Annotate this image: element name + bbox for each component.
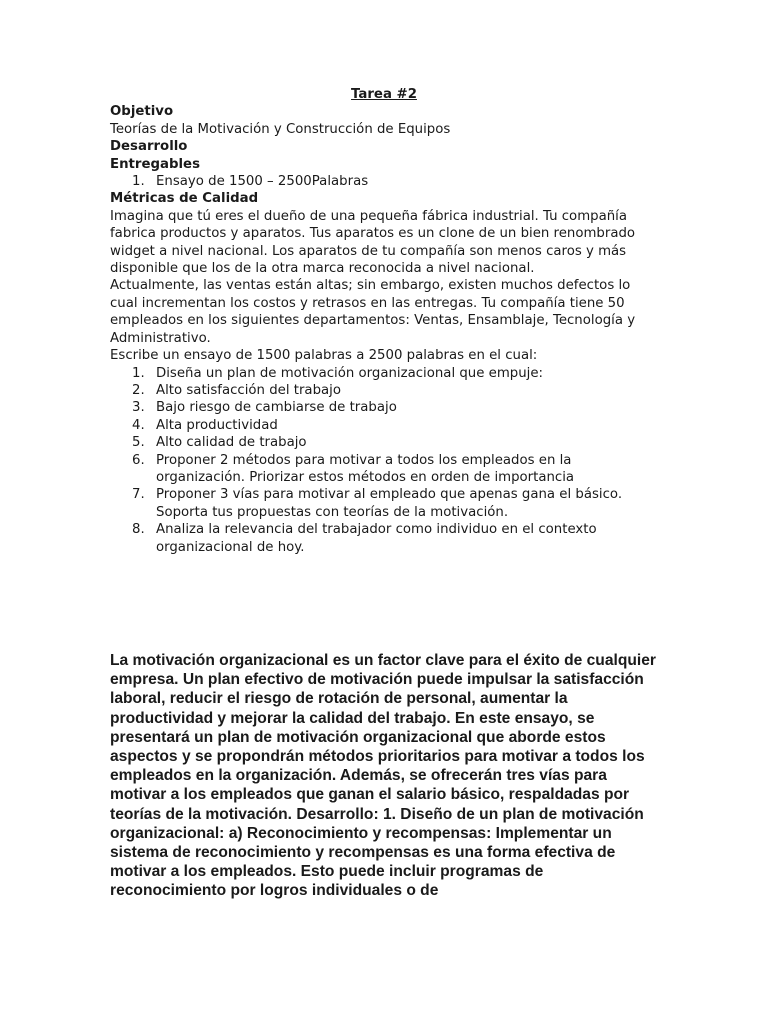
list-number: 5. <box>132 435 145 451</box>
list-item <box>110 399 658 416</box>
list-number: 2. <box>132 382 145 398</box>
tasks-list <box>110 365 658 556</box>
list-number: 7. <box>132 487 145 503</box>
list-text: Alto satisfacción del trabajo <box>156 382 342 398</box>
list-number: 3. <box>132 400 145 416</box>
scenario-paragraph: Imagina que tú eres el dueño de una pequeña fábrica industrial. Tu compañía fabrica productos y aparatos. Tus aparatos es un clone de un bien renombrado widget a nivel nacional. Los aparatos de tu compañía son menos caros y más disponible que los de la otra marca reconocida a nivel nacional. <box>110 208 636 277</box>
quality-heading: Métricas de Calidad <box>110 191 259 207</box>
list-item <box>110 417 658 434</box>
list-item <box>110 173 658 190</box>
objective-heading: Objetivo <box>110 104 174 120</box>
list-text: Diseña un plan de motivación organizacional que empuje: <box>156 365 543 381</box>
assignment-title: Tarea #2 <box>351 87 417 102</box>
list-text: Analiza la relevancia del trabajador como individuo en el contexto organizacional de hoy. <box>156 522 597 555</box>
assignment-section <box>110 86 658 556</box>
list-number: 8. <box>132 522 145 538</box>
list-text: Alto calidad de trabajo <box>156 435 307 451</box>
essay-body: La motivación organizacional es un factor clave para el éxito de cualquier empresa. Un plan efectivo de motivación puede impulsar la satisfacción laboral, reducir el riesgo de rotación de personal, aumentar la productividad y mejorar la calidad del trabajo. En este ensayo, se presentará un plan de motivación organizacional que aborde estos aspectos y se propondrán métodos prioritarios para motivar a todos los empleados en la organización. Además, se ofrecerán tres vías para motivar a los empleados que ganan el salario básico, respaldadas por teorías de la motivación. Desarrollo: 1. Diseño de un plan de motivación organizacional: a) Reconocimiento y recompensas: Implementar un sistema de reconocimiento y recompensas es una forma efectiva de motivar a los empleados. Esto puede incluir programas de reconocimiento por logros individuales o de <box>110 652 656 900</box>
list-number: 4. <box>132 417 145 433</box>
list-text: Proponer 3 vías para motivar al empleado que apenas gana el básico. Soporta tus propuestas con teorías de la motivación. <box>156 487 623 520</box>
list-text: Alta productividad <box>156 417 278 433</box>
list-item <box>110 521 658 556</box>
list-item <box>110 365 658 382</box>
list-text: Ensayo de 1500 – 2500Palabras <box>156 174 369 190</box>
list-text: Bajo riesgo de cambiarse de trabajo <box>156 400 397 416</box>
list-number: 1. <box>132 174 145 190</box>
list-item <box>110 452 658 487</box>
instruction-paragraph: Escribe un ensayo de 1500 palabras a 2500 palabras en el cual: <box>110 348 538 364</box>
list-number: 6. <box>132 452 145 468</box>
situation-paragraph: Actualmente, las ventas están altas; sin embargo, existen muchos defectos lo cual incrementan los costos y retrasos en las entregas. Tu compañía tiene 50 empleados en los siguientes departamentos: Ventas, Ensamblaje, Tecnología y Administrativo. <box>110 278 636 346</box>
development-heading: Desarrollo <box>110 139 188 155</box>
deliverables-heading: Entregables <box>110 156 200 172</box>
list-item <box>110 434 658 451</box>
list-number: 1. <box>132 365 145 381</box>
list-item <box>110 382 658 399</box>
deliverables-list <box>110 173 658 190</box>
list-item <box>110 486 658 521</box>
list-text: Proponer 2 métodos para motivar a todos los empleados en la organización. Priorizar estos métodos en orden de importancia <box>156 452 575 485</box>
objective-text: Teorías de la Motivación y Construcción de Equipos <box>110 121 451 137</box>
